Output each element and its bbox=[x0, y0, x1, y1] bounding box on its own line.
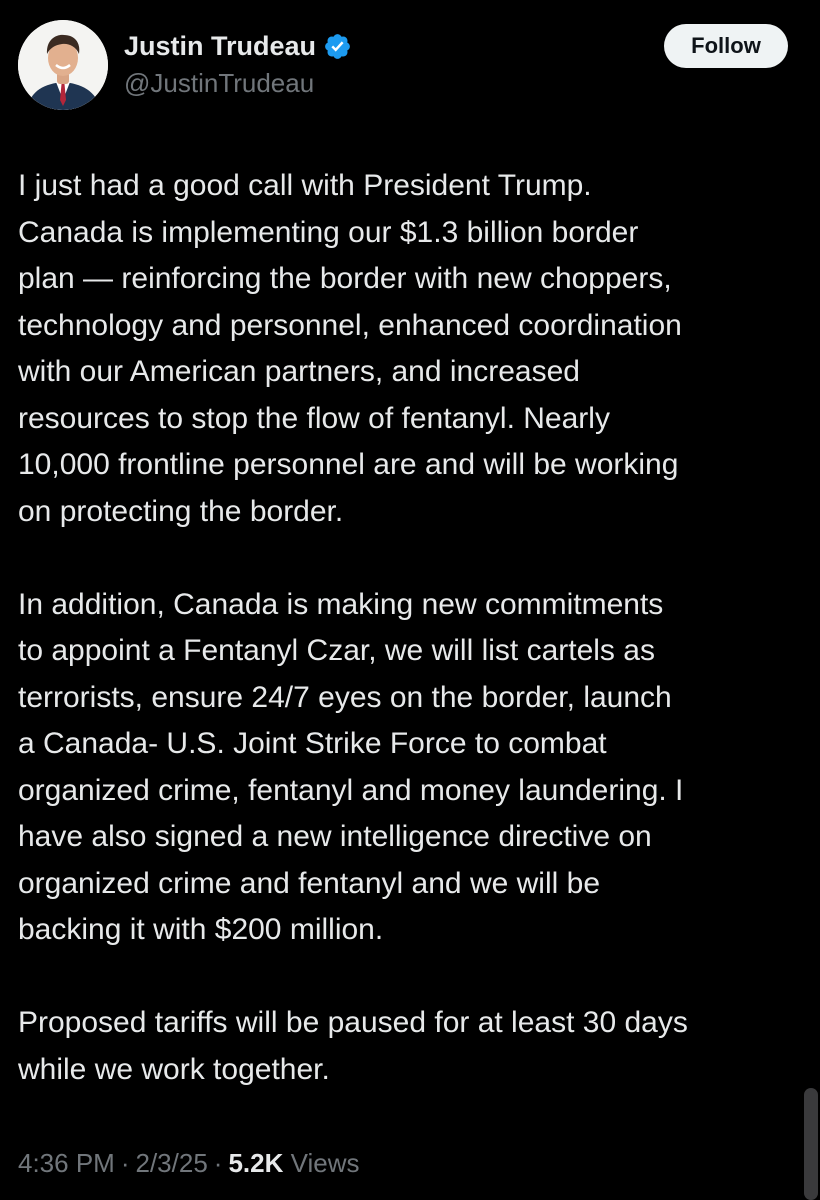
avatar[interactable] bbox=[18, 20, 108, 110]
author-handle[interactable]: @JustinTrudeau bbox=[124, 68, 315, 98]
verified-badge-icon[interactable] bbox=[323, 32, 352, 61]
follow-button[interactable]: Follow bbox=[664, 24, 788, 68]
tweet-time[interactable]: 4:36 PM bbox=[18, 1148, 115, 1178]
meta-separator: · bbox=[120, 1148, 130, 1178]
tweet-paragraph: In addition, Canada is making new commitments to appoint a Fentanyl Czar, we will list cartels as terrorists, ensure 24/7 eyes on the border, launch a Canada- U.S. Joint Strike Force to combat organized crime, fentanyl and money laundering. I have also signed a new intelligence directive on organized crime and fentanyl and we will be backing it with $200 million. bbox=[18, 587, 684, 946]
profile-photo bbox=[18, 20, 108, 110]
views-count[interactable]: 5.2K bbox=[228, 1148, 284, 1178]
author-name-row[interactable] bbox=[124, 27, 352, 65]
tweet-paragraph: Proposed tariffs will be paused for at least 30 days while we work together. bbox=[18, 1006, 688, 1086]
scrollbar-thumb[interactable] bbox=[804, 1088, 818, 1200]
tweet-text bbox=[18, 163, 808, 1093]
author-display-name[interactable]: Justin Trudeau bbox=[124, 30, 317, 61]
tweet-meta bbox=[18, 1145, 360, 1181]
meta-separator: · bbox=[213, 1148, 223, 1178]
tweet-date[interactable]: 2/3/25 bbox=[135, 1148, 208, 1178]
tweet-paragraph: I just had a good call with President Trump. Canada is implementing our $1.3 billion border plan — reinforcing the border with new choppers, technology and personnel, enhanced coordination with our American partners, and increased resources to stop the flow of fentanyl. Nearly 10,000 frontline personnel are and will be working on protecting the border. bbox=[18, 169, 682, 528]
views-label[interactable]: Views bbox=[290, 1148, 360, 1178]
